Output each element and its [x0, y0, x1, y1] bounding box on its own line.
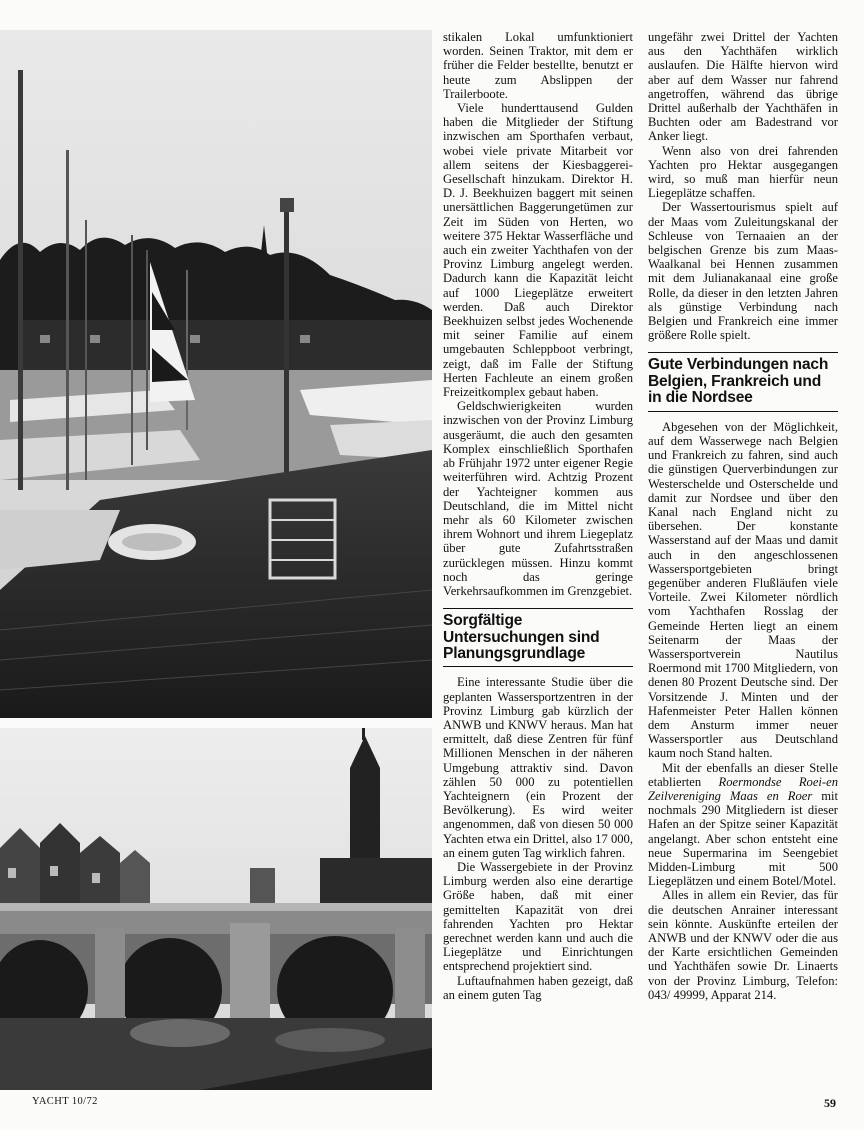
bridge-photo-drawing — [0, 728, 432, 1090]
paragraph: Die Wassergebiete in der Provinz Limburg werden also eine derartige Größe haben, daß mit einer gemittelten Kapazität von drei fahrenden Yachten pro Hektar gerechnet werden kann und auch die Liegeplätze und Einrichtungen entsprechend projektiert sind. — [443, 859, 633, 974]
section-heading: Gute Verbindungen nach Belgien, Frankreich und in die Nordsee — [648, 352, 838, 411]
text-run: Mit der ebenfalls an dieser Stelle etablierten — [648, 760, 838, 789]
magazine-footer: YACHT 10/72 — [32, 1096, 98, 1107]
page-number: 59 — [824, 1096, 836, 1110]
bridge-photo — [0, 728, 432, 1090]
paragraph: Eine interessante Studie über die geplanten Wassersportzentren in der Provinz Limburg gab kürzlich der ANWB und KNWV heraus. Man hat ermittelt, daß diese Zentren für fünf Millionen Menschen in der näheren Umgebung attraktiv sind. Davon zählen 50 000 zu potentiellen Yachteignern (ein Prozent der Bevölkerung). Es wird weiter angenommen, daß von diesen 50 000 Yachten etwa ein Drittel, also 17 000, an einem guten Tag wirklich fahren. — [443, 675, 633, 860]
paragraph: Abgesehen von der Möglichkeit, auf dem Wasserwege nach Belgien und Frankreich zu fahren, sind auch die günstigen Querverbindungen zur Westerschelde und Osterschelde und damit zur Nordsee und über den Kanal nach England nicht zu übersehen. Der konstante Wasserstand auf der Maas und damit auch in den angeschlossenen Wassersportgebieten bringt gegenüber anderen Flußläufen viele Vorteile. Zwei Kilometer nördlich vom Yachthafen Rosslag der Gemeinde Herten liegt an einem Seitenarm der Maas der Wassersportverein Nautilus Roermond mit 1700 Mitgliedern, von denen 80 Prozent Deutsche sind. Der Vorsitzende J. Minten und der Hafenmeister Peter Hallen können dem Ansturm immer neuer Wassersportler aus Deutschland kaum noch Stand halten. — [648, 419, 838, 761]
marina-photo-drawing — [0, 30, 432, 718]
paragraph: ungefähr zwei Drittel der Yachten aus den Yachthäfen wirklich auslaufen. Die Hälfte hiervon wird aber auf dem Wasser nur fahrend angetroffen, während das übrige Drittel außerhalb der Yachthäfen in Buchten oder am Badestrand vor Anker liegt. — [648, 30, 838, 144]
paragraph: Wenn also von drei fahrenden Yachten pro Hektar ausgegangen wird, so muß man hierfür neun Liegeplätze schaffen. — [648, 143, 838, 201]
paragraph: Der Wassertourismus spielt auf der Maas vom Zuleitungskanal der Schleuse von Ternaaien an der belgischen Grenze bis zum Maas-Waalkanal bei Hennen zusammen mit dem Julianakanaal eine große Rolle, da dieser in den letzten Jahren als günstige Verbindung nach Belgien und Frankreich eine immer größere Rolle spielt. — [648, 200, 838, 343]
section-heading: Sorgfältige Untersuchungen sind Planungsgrundlage — [443, 608, 633, 667]
paragraph: stikalen Lokal umfunktioniert worden. Seinen Traktor, mit dem er früher die Felder bestellte, benutzt er heute zum Abslippen der Trailerboote. — [443, 30, 633, 101]
paragraph: Luftaufnahmen haben gezeigt, daß an einem guten Tag — [443, 973, 633, 1002]
marina-photo — [0, 30, 432, 718]
text-column-1 — [443, 30, 633, 1095]
text-column-2 — [648, 30, 838, 1095]
paragraph — [648, 761, 838, 889]
paragraph: Geldschwierigkeiten wurden inzwischen von der Provinz Limburg ausgeräumt, die auch den gesamten Komplex einschließlich Sporthafen ab Frühjahr 1972 unter eigener Regie weiterführen wird. Achtzig Prozent der Yachteigner kommen aus Deutschland, die im Mittel nicht mehr als 60 Kilometer zwischen ihrem Wohnort und ihrem Liegeplatz über gute Zufahrtsstraßen zurücklegen müssen. Hinzu kommt noch das geringe Verkehrsaufkommen im Grenzgebiet. — [443, 399, 633, 598]
paragraph: Alles in allem ein Revier, das für die deutschen Anrainer interessant sein könnte. Auskünfte erteilen der ANWB und der KNWV oder die aus der Karte ersichtlichen Gemeinden und Yachthäfen sowie Dr. Linaerts von der Provinz Limburg, Telefon: 043/ 49999, Apparat 214. — [648, 888, 838, 1002]
club-name-italic: Roermondse Roei-en Zeilvereniging Maas en Roer — [648, 774, 838, 803]
paragraph: Viele hunderttausend Gulden haben die Mitglieder der Stiftung inzwischen am Sporthafen verbaut, wobei viele private Mitarbeit vor allem seitens der Kiesbaggerei-Gesellschaft hinzukam. Direktor H. D. J. Beekhuizen baggert mit seinen unersättlichen Baggerungetümen zur Zeit im Süden von Herten, wo weitere 375 Hektar Wasserfläche und auch ein zweiter Yachthafen von der Provinz Limburg angelegt werden. Dadurch kann die Kapazität leicht auf 1000 Liegeplätze erweitert werden. Daß auch Direktor Beekhuizen selbst jedes Wochenende mit seiner Familie auf einem umgebauten Schleppboot verbringt, zeigt, daß im Falle der Stiftung Herten Fachleute an einem großen Freizeitkomplex gebaut haben. — [443, 101, 633, 400]
text-run: mit nochmals 290 Mitgliedern ist dieser Hafen an der Spitze seiner Kapazität angelangt. Aber schon entsteht eine neue Supermarina im Seengebiet Midden-Limburg mit 500 Liegeplätzen und einem Botel/Motel. — [648, 788, 838, 889]
